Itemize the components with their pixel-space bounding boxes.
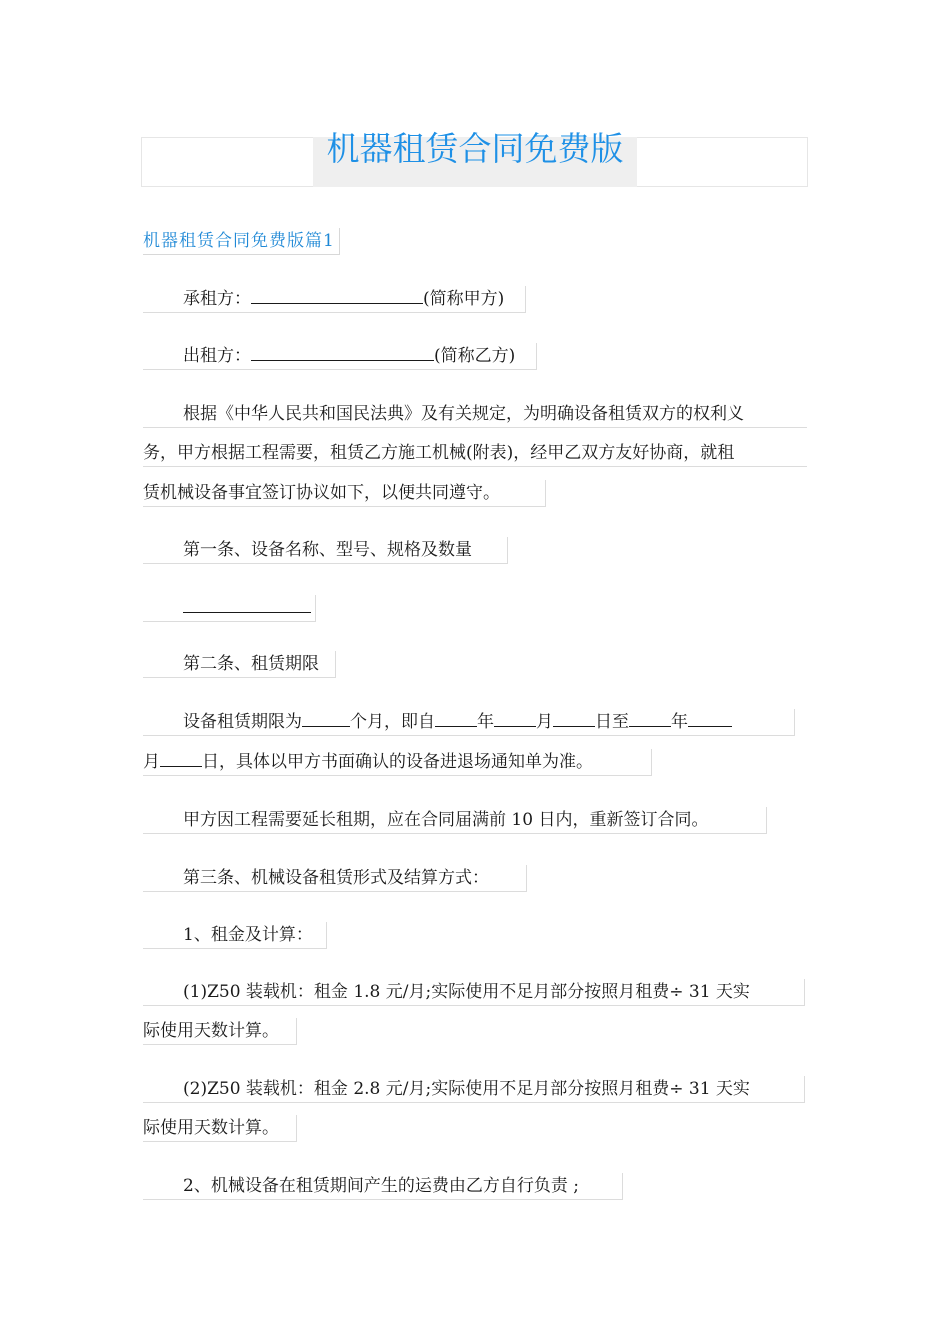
period-text-e: 日至 bbox=[595, 712, 629, 732]
end-year-blank bbox=[629, 710, 671, 727]
period-text-f: 年 bbox=[671, 712, 688, 732]
article-1: 第一条、设备名称、型号、规格及数量 bbox=[143, 537, 508, 564]
period-line-2 bbox=[143, 749, 652, 776]
intro-line-3: 赁机械设备事宜签订协议如下，以便共同遵守。 bbox=[143, 480, 546, 507]
period-text-c: 年 bbox=[477, 712, 494, 732]
section-subtitle: 机器租赁合同免费版篇1 bbox=[143, 228, 340, 255]
rent-heading: 1、租金及计算： bbox=[143, 922, 327, 949]
start-month-blank bbox=[494, 710, 536, 727]
end-day-blank bbox=[160, 750, 202, 767]
lessor-suffix: (简称乙方) bbox=[434, 346, 516, 366]
intro-line-2: 务，甲方根据工程需要，租赁乙方施工机械(附表)，经甲乙双方友好协商，就租 bbox=[143, 440, 807, 467]
period-text-b: 个月，即自 bbox=[350, 712, 435, 732]
lessee-label: 承租方： bbox=[183, 289, 251, 309]
period-line-1 bbox=[143, 709, 795, 736]
article-3: 第三条、机械设备租赁形式及结算方式： bbox=[143, 865, 527, 892]
article-2: 第二条、租赁期限 bbox=[143, 651, 336, 678]
intro-line-1: 根据《中华人民共和国民法典》及有关规定，为明确设备租赁双方的权利义 bbox=[143, 401, 807, 428]
equipment-blank bbox=[183, 596, 311, 613]
freight-clause: 2、机械设备在租赁期间产生的运费由乙方自行负责 ; bbox=[143, 1173, 623, 1200]
start-day-blank bbox=[553, 710, 595, 727]
page-title: 机器租赁合同免费版 bbox=[326, 129, 624, 168]
rent-item-1-line-2: 际使用天数计算。 bbox=[143, 1018, 297, 1045]
period-text-h: 日，具体以甲方书面确认的设备进退场通知单为准。 bbox=[202, 752, 593, 772]
lessor-blank bbox=[251, 344, 434, 361]
period-text-g: 月 bbox=[143, 752, 160, 772]
end-month-blank-part bbox=[688, 710, 732, 727]
extension-clause: 甲方因工程需要延长租期，应在合同届满前 10 日内，重新签订合同。 bbox=[143, 807, 767, 834]
lessee-suffix: (简称甲方) bbox=[423, 289, 505, 309]
lessor-line bbox=[143, 343, 537, 370]
lessor-label: 出租方： bbox=[183, 346, 251, 366]
rent-item-1-line-1: (1)Z50 装载机：租金 1.8 元/月;实际使用不足月部分按照月租费÷ 31 天实 bbox=[143, 979, 805, 1006]
period-months-blank bbox=[302, 710, 350, 727]
lessee-line bbox=[143, 286, 526, 313]
equipment-blank-line bbox=[143, 595, 316, 622]
lessee-blank bbox=[251, 287, 423, 304]
period-text-a: 设备租赁期限为 bbox=[183, 712, 302, 732]
period-text-d: 月 bbox=[536, 712, 553, 732]
rent-item-2-line-2: 际使用天数计算。 bbox=[143, 1115, 297, 1142]
start-year-blank bbox=[435, 710, 477, 727]
rent-item-2-line-1: (2)Z50 装载机：租金 2.8 元/月;实际使用不足月部分按照月租费÷ 31 天实 bbox=[143, 1076, 805, 1103]
